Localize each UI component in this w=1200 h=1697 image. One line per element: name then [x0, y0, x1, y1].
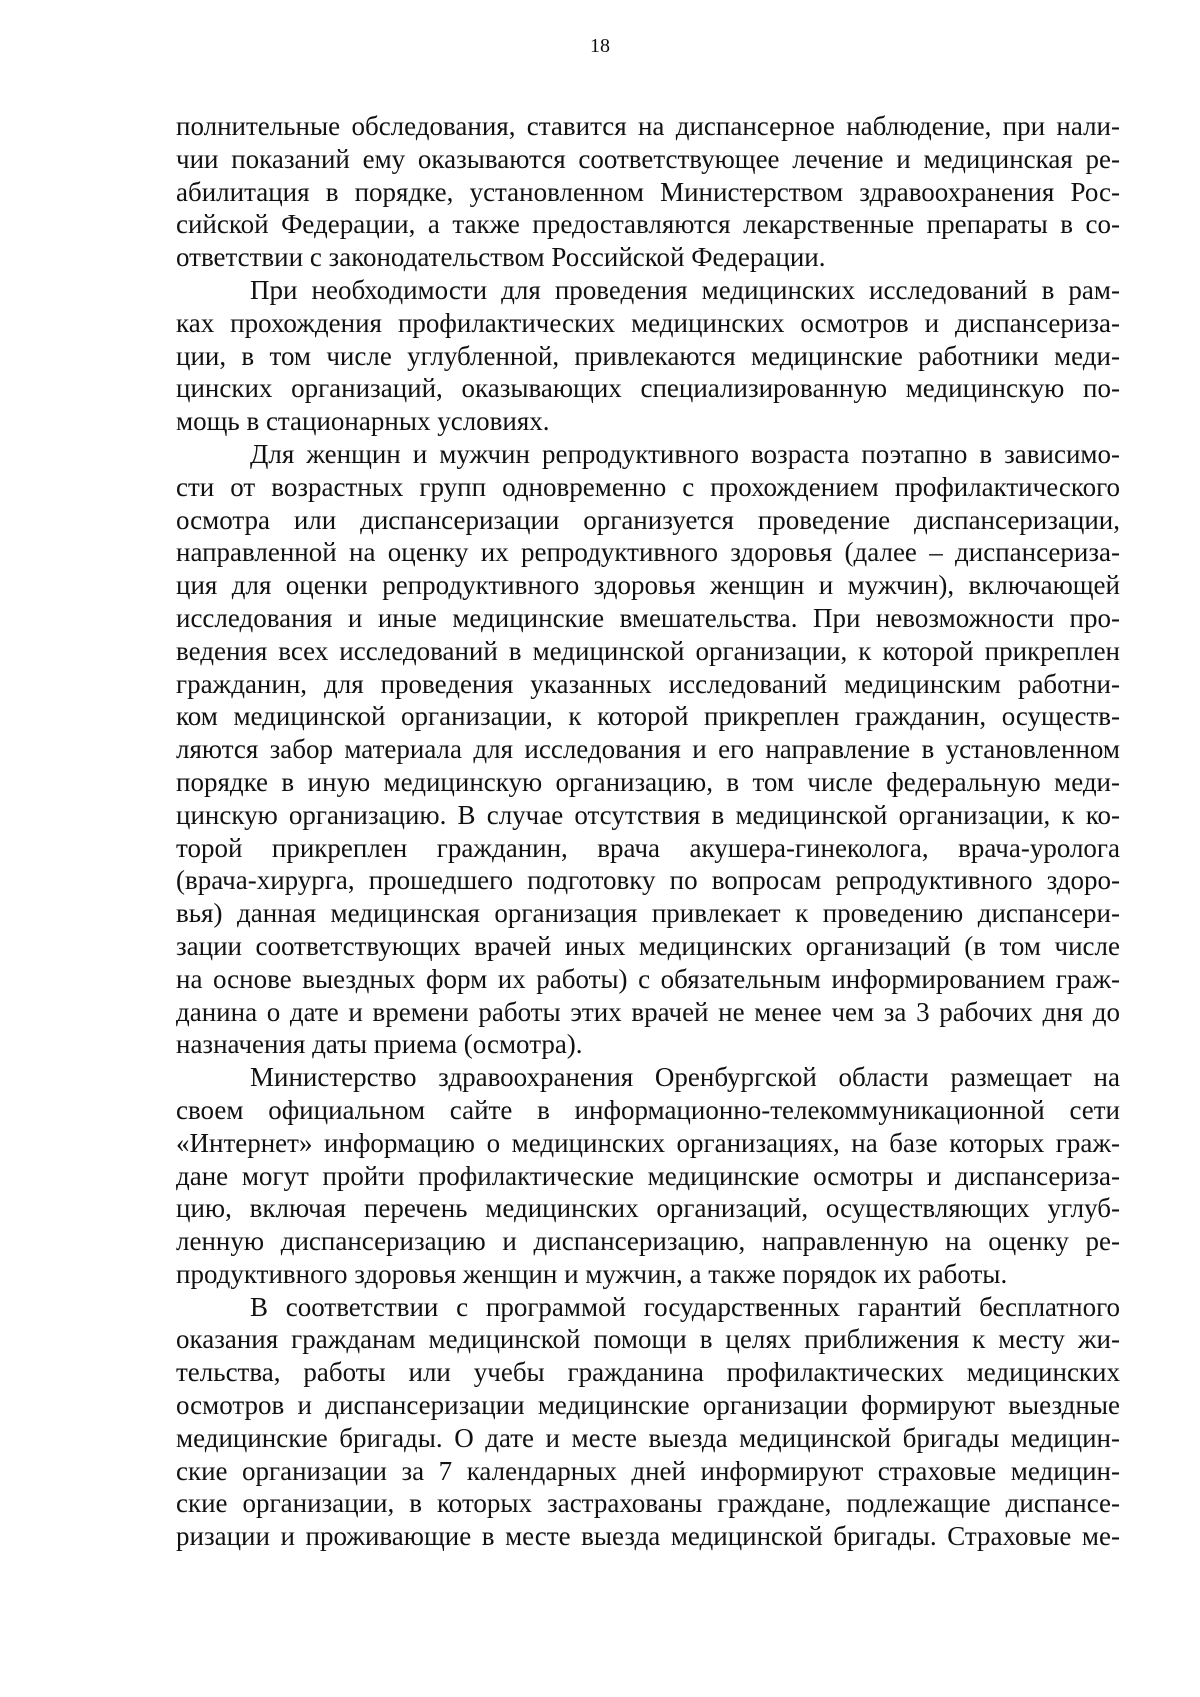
text-line: ские организации за 7 календарных дней информируют страховые медицин- — [176, 1455, 1120, 1486]
text-line: (врача-хирурга, прошедшего подготовку по вопросам репродуктивного здоро- — [176, 865, 1120, 896]
text-line: дане могут пройти профилактические медицинские осмотры и диспансериза- — [176, 1160, 1120, 1191]
text-line: Министерство здравоохранения Оренбургской области размещает на — [250, 1062, 1120, 1093]
text-line: данина о дате и времени работы этих врачей не менее чем за 3 рабочих дня до — [176, 996, 1120, 1027]
text-line: ские организации, в которых застрахованы граждане, подлежащие диспансе- — [176, 1488, 1120, 1519]
text-line: своем официальном сайте в информационно-телекоммуникационной сети — [176, 1094, 1120, 1125]
text-line: абилитация в порядке, установленном Министерством здравоохранения Рос- — [176, 176, 1120, 207]
text-line: ции, в том числе углубленной, привлекаются медицинские работники меди- — [176, 340, 1120, 371]
text-line: осмотра или диспансеризации организуется проведение диспансеризации, — [176, 504, 1120, 535]
text-line: на основе выездных форм их работы) с обязательным информированием граж- — [176, 963, 1120, 994]
paragraph-3 — [176, 438, 1120, 1061]
text-line: оказания гражданам медицинской помощи в целях приближения к месту жи- — [176, 1324, 1120, 1355]
text-line: В соответствии с программой государственных гарантий бесплатного — [250, 1291, 1120, 1322]
text-line: назначения даты приема (осмотра). — [176, 1029, 583, 1060]
text-line: чии показаний ему оказываются соответствующее лечение и медицинская ре- — [176, 143, 1120, 174]
text-line: зации соответствующих врачей иных медицинских организаций (в том числе — [176, 930, 1120, 961]
text-line: мощь в стационарных условиях. — [176, 406, 550, 437]
text-line: вья) данная медицинская организация привлекает к проведению диспансери- — [176, 898, 1120, 929]
text-line: ляются забор материала для исследования и его направление в установленном — [176, 734, 1120, 765]
text-line: торой прикреплен гражданин, врача акушера-гинеколога, врача-уролога — [176, 832, 1120, 863]
text-line: ках прохождения профилактических медицинских осмотров и диспансериза- — [176, 307, 1120, 338]
text-line: направленной на оценку их репродуктивного здоровья (далее – диспансериза- — [176, 537, 1120, 568]
text-line: продуктивного здоровья женщин и мужчин, а также порядок их работы. — [176, 1258, 1008, 1289]
text-line: ция для оценки репродуктивного здоровья женщин и мужчин), включающей — [176, 570, 1120, 601]
text-line: При необходимости для проведения медицинских исследований в рам- — [250, 274, 1120, 305]
text-line: гражданин, для проведения указанных исследований медицинским работни- — [176, 668, 1120, 699]
text-line: цинских организаций, оказывающих специализированную медицинскую по- — [176, 373, 1120, 404]
text-line: ведения всех исследований в медицинской организации, к которой прикреплен — [176, 635, 1120, 666]
text-line: осмотров и диспансеризации медицинские организации формируют выездные — [176, 1390, 1120, 1421]
text-line: цию, включая перечень медицинских организаций, осуществляющих углуб- — [176, 1193, 1120, 1224]
text-line: цинскую организацию. В случае отсутствия в медицинской организации, к ко- — [176, 799, 1120, 830]
document-body — [176, 110, 1120, 1553]
text-line: ризации и проживающие в месте выезда медицинской бригады. Страховые ме- — [176, 1521, 1120, 1552]
text-line: ком медицинской организации, к которой прикреплен гражданин, осуществ- — [176, 701, 1120, 732]
text-line: сийской Федерации, а также предоставляются лекарственные препараты в со- — [176, 209, 1120, 240]
text-line: ответствии с законодательством Российской Федерации. — [176, 242, 826, 273]
text-line: порядке в иную медицинскую организацию, в том числе федеральную меди- — [176, 766, 1120, 797]
text-line: медицинские бригады. О дате и месте выезда медицинской бригады медицин- — [176, 1422, 1120, 1453]
paragraph-4 — [176, 1061, 1120, 1291]
text-line: полнительные обследования, ставится на диспансерное наблюдение, при нали- — [176, 111, 1120, 141]
text-line: «Интернет» информацию о медицинских организациях, на базе которых граж- — [176, 1127, 1120, 1158]
text-line: ленную диспансеризацию и диспансеризацию, направленную на оценку ре- — [176, 1226, 1120, 1257]
text-line: исследования и иные медицинские вмешательства. При невозможности про- — [176, 602, 1120, 633]
text-line: тельства, работы или учебы гражданина профилактических медицинских — [176, 1357, 1120, 1388]
paragraph-1 — [176, 110, 1120, 274]
paragraph-5 — [176, 1291, 1120, 1553]
paragraph-2 — [176, 274, 1120, 438]
text-line: сти от возрастных групп одновременно с прохождением профилактического — [176, 471, 1120, 502]
page-number: 18 — [590, 35, 610, 57]
text-line: Для женщин и мужчин репродуктивного возраста поэтапно в зависимо- — [250, 438, 1120, 469]
